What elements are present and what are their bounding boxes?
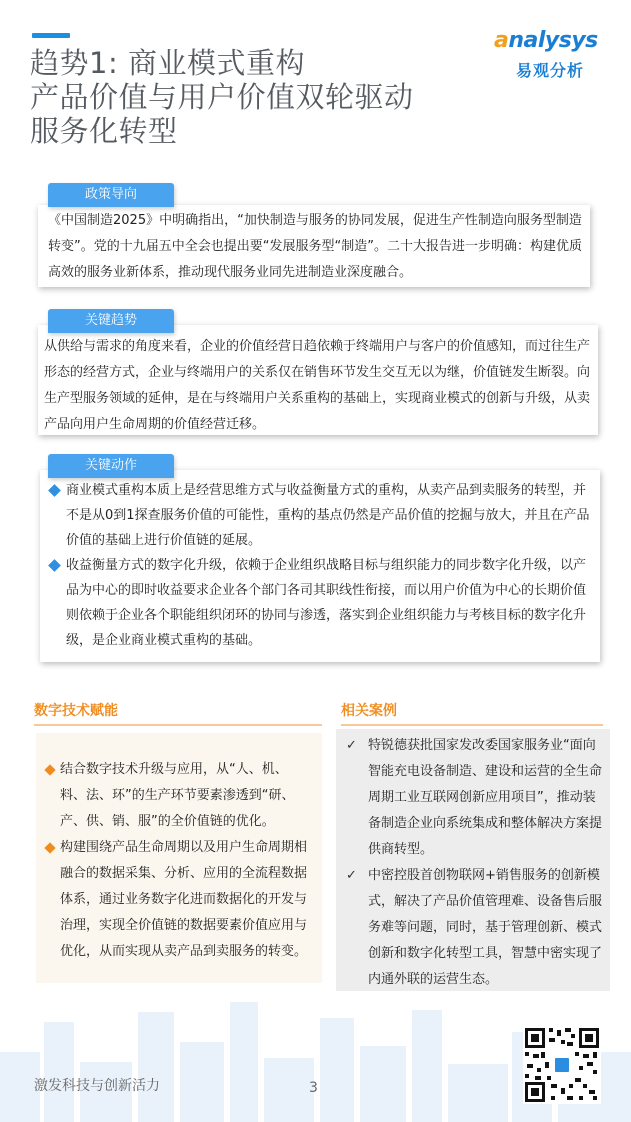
case-item <box>342 733 606 863</box>
digital-item-text: 构建围绕产品生命周期以及用户生命周期相融合的数据采集、分析、应用的全流程数据体系，通过业务数字化进而数据化的开发与治理，实现全价值链的数据要素价值应用与优化，从而实现从卖产品到卖服务的转变。 <box>60 840 308 959</box>
key-action-box <box>40 470 600 662</box>
key-action-item <box>46 553 592 653</box>
key-trend-box <box>38 325 598 435</box>
key-action-text: 商业模式重构本质上是经营思维方式与收益衡量方式的重构，从卖产品到卖服务的转型，并不是从0到1探查服务价值的可能性，重构的基点仍然是产品价值的挖掘与放大，并且在产品价值的基础上进行价值链的延展。 <box>66 483 590 548</box>
qr-center-logo-icon <box>553 1056 571 1074</box>
key-action-text: 收益衡量方式的数字化升级，依赖于企业组织战略目标与组织能力的同步数字化升级，以产品为中心的即时收益要求企业各个部门各司其职线性衔接，而以用户价值为中心的长期价值则依赖于企业各个职能组织闭环的协同与渗透，落实到企业组织能力与考核目标的数字化升级，是企业商业模式重构的基础。 <box>66 558 587 648</box>
cases-panel <box>336 729 610 991</box>
orange-diamond-icon <box>44 842 55 853</box>
digital-item <box>44 835 308 965</box>
logo-chinese-name: 易观分析 <box>516 61 585 80</box>
check-icon: ✓ <box>346 868 357 883</box>
digital-item <box>44 757 308 835</box>
page-title <box>30 46 414 148</box>
orange-diamond-icon <box>44 764 55 775</box>
digital-section-title: 数字技术赋能 <box>34 703 118 719</box>
title-line-1: 趋势1: 商业模式重构 <box>30 46 305 80</box>
key-trend-tag: 关键趋势 <box>48 309 174 333</box>
key-action-tag: 关键动作 <box>48 454 174 478</box>
footer-slogan: 激发科技与创新活力 <box>34 1078 160 1094</box>
logo-wordmark-rest: nalysys <box>508 28 598 53</box>
policy-text: 《中国制造2025》中明确指出，“加快制造与服务的协同发展，促进生产性制造向服务型制造转变”。党的十九届五中全会也提出要“发展服务型“制造”。二十大报告进一步明确：构建优质高效的服务业新体系，推动现代服务业同先进制造业深度融合。 <box>48 213 582 280</box>
blue-diamond-icon <box>48 559 61 572</box>
case-item-text: 中密控股首创物联网+销售服务的创新模式，解决了产品价值管理难、设备售后服务难等问题，同时，基于管理创新、模式创新和数字化转型工具，智慧中密实现了内通外联的运营生态。 <box>368 868 603 987</box>
logo-wordmark <box>494 28 598 53</box>
digital-item-text: 结合数字技术升级与应用，从“人、机、料、法、环”的生产环节要素渗透到“研、产、供、销、服”的全价值链的优化。 <box>60 762 295 829</box>
title-accent-bar <box>32 33 70 38</box>
policy-box <box>38 205 590 287</box>
page-number: 3 <box>309 1080 318 1096</box>
qr-code <box>523 1026 601 1104</box>
case-item <box>342 863 606 993</box>
blue-diamond-icon <box>48 484 61 497</box>
digital-section-divider <box>34 724 322 726</box>
title-line-3: 服务化转型 <box>30 114 178 148</box>
logo-letter-a: a <box>494 28 509 53</box>
policy-tag: 政策导向 <box>48 183 174 207</box>
case-item-text: 特锐德获批国家发改委国家服务业“面向智能充电设备制造、建设和运营的全生命周期工业互联网创新应用项目”，推动装备制造企业向系统集成和整体解决方案提供商转型。 <box>368 738 603 857</box>
check-icon: ✓ <box>346 738 357 753</box>
title-line-2: 产品价值与用户价值双轮驱动 <box>30 80 414 114</box>
digital-panel <box>36 733 322 983</box>
key-action-item <box>46 478 592 553</box>
cases-section-divider <box>341 724 603 726</box>
cases-section-title: 相关案例 <box>341 703 397 719</box>
analysys-logo <box>494 28 606 86</box>
key-trend-text: 从供给与需求的角度来看，企业的价值经营日趋依赖于终端用户与客户的价值感知，而过往生产形态的经营方式，企业与终端用户的关系仅在销售环节发生交互无以为继，价值链发生断裂。向生产型服务领域的延伸，是在与终端用户关系重构的基础上，实现商业模式的创新与升级，从卖产品向用户生命周期的价值经营迁移。 <box>44 339 591 432</box>
